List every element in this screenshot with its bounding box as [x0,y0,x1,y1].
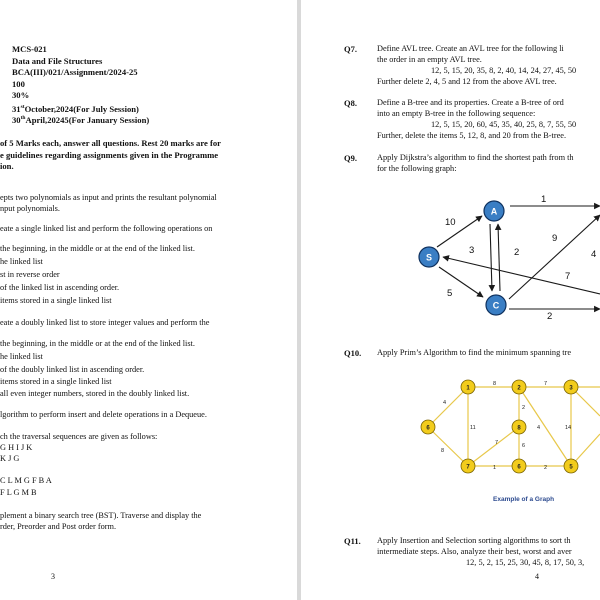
edge-label: 9 [552,233,558,244]
question-text: st in reverse order [0,270,60,279]
node-a [484,201,504,221]
traversal-sequence: G H I J K [0,443,33,452]
question-text: lgorithm to perform insert and delete operations in a Dequeue. [0,410,207,419]
node-label: 5 [569,464,573,471]
question-text: ch the traversal sequences are given as follows: [0,432,158,441]
q9-text: for the following graph: [377,164,457,173]
question-text: items stored in a single linked list [0,377,112,386]
edge-s-a [437,216,482,247]
q8-text: Define a B-tree and its properties. Create a B-tree of ord [377,98,564,107]
edge-a-c [490,224,492,291]
edge-label: 5 [447,288,453,299]
q7-text: the order in an empty AVL tree. [377,55,482,64]
edge-c-right-up [509,215,600,299]
node-label: C [492,300,500,311]
instruction-line: ion. [0,161,14,171]
question-text: of the linked list in ascending order. [0,283,120,292]
q8-sequence: 12, 5, 15, 20, 60, 45, 35, 40, 25, 8, 7, 55, 50 [431,120,577,129]
question-text: items stored in a single linked list [0,296,112,305]
question-text: all even integer numbers, stored in the doubly linked list. [0,389,190,398]
left-page [0,0,297,600]
q7-text: Further delete 2, 4, 5 and 12 from the above AVL tree. [377,77,557,86]
node-label: 3 [569,385,573,392]
node-label: 8 [517,425,521,432]
q9-text: Apply Dijkstra’s algorithm to find the shortest path from th [377,153,574,162]
course-title: Data and File Structures [12,55,103,66]
edge-2-5 [519,387,571,466]
question-text: he linked list [0,352,43,361]
question-text: rder, Preorder and Post order form. [0,522,117,531]
q7-text: Define AVL tree. Create an AVL tree for the following li [377,44,564,53]
edge-label: 4 [537,425,541,431]
right-page [301,0,600,600]
edge-label: 8 [441,448,445,454]
prim-graph [411,372,600,484]
question-text: epts two polynomials as input and prints the resultant polynomial [0,193,217,202]
page-number: 4 [535,572,539,581]
question-text: nput polynomials. [0,203,60,213]
node-6-left [421,420,435,434]
traversal-sequence: C L M G F B A [0,476,52,485]
edge-label: 2 [547,311,553,322]
edge-label: 2 [514,247,520,258]
course-code: MCS-021 [12,44,47,54]
weightage: 30% [12,90,30,100]
node-label: 6 [426,425,430,432]
edge-6-7 [428,427,468,466]
graph-caption: Example of a Graph [493,496,555,503]
question-text: of the doubly linked list in ascending order. [0,364,145,374]
edge-label: 7 [544,381,548,387]
node-label: 7 [466,464,470,471]
assignment-code: BCA(III)/021/Assignment/2024-25 [12,67,138,77]
last-date-july: 31stOctober,2024(For July Session) [12,103,139,114]
question-text: eate a single linked list and perform the following operations on [0,223,213,233]
node-7 [461,459,475,473]
edge-right-s [443,257,600,294]
edge-label: 6 [522,443,526,449]
node-3 [564,380,578,394]
traversal-sequence: F L G M B [0,488,37,497]
node-label: S [425,252,433,263]
edge-label: 8 [493,381,497,387]
node-label: 6 [517,464,521,471]
q11-text: intermediate steps. Also, analyze their best, worst and aver [377,547,572,556]
edge-s-c [439,267,483,297]
traversal-sequence: K J G [0,454,20,463]
instruction-line: e guidelines regarding assignments given in the Programme [0,149,219,160]
q8-text: Further, delete the items 5, 12, 8, and 20 from the B-tree. [377,131,567,140]
edge-label: 2 [544,465,548,471]
edge-label: 7 [565,271,571,282]
maximum-marks: 100 [12,78,25,89]
node-2 [512,380,526,394]
node-5 [564,459,578,473]
edge-label: 1 [541,194,547,205]
node-label: 2 [517,385,521,392]
question-number-q8: Q8. [344,98,357,108]
edge-label: 3 [469,245,475,256]
edge-6-1 [428,387,468,427]
node-6-bottom [512,459,526,473]
dijkstra-graph [401,185,600,330]
edge-label: 14 [565,425,572,431]
question-number-q9: Q9. [344,153,357,163]
node-8 [512,420,526,434]
question-text: he linked list [0,257,43,266]
edge-label: 11 [470,425,476,431]
edge-8-7 [468,427,519,466]
q10-text: Apply Prim’s Algorithm to find the minimum spanning tre [377,348,572,357]
q11-sequence: 12, 5, 2, 15, 25, 30, 45, 8, 17, 50, 3, [466,558,585,567]
edge-c-a [498,224,500,291]
edge-label: 4 [443,400,447,406]
edge-label: 4 [591,249,597,260]
q8-text: into an empty B-tree in the following sequence: [377,109,536,118]
question-text: the beginning, in the middle or at the end of the linked list. [0,339,195,348]
question-text: eate a doubly linked list to store integer values and perform the [0,318,210,327]
edge-label: 7 [495,440,499,446]
question-number-q10: Q10. [344,348,362,358]
last-date-january: 30thApril,20245(For January Session) [12,114,150,125]
edge-label: 10 [445,217,456,228]
node-c [486,295,506,315]
edge-label: 2 [522,405,526,411]
question-text: the beginning, in the middle or at the end of the linked list. [0,244,195,253]
question-text: plement a binary search tree (BST). Traverse and display the [0,511,202,520]
node-s [419,247,439,267]
page-number: 3 [51,572,55,581]
node-label: 1 [466,385,470,392]
instruction-line: of 5 Marks each, answer all questions. Rest 20 marks are for [0,138,221,148]
node-1 [461,380,475,394]
edge-label: 1 [493,465,497,471]
question-number-q11: Q11. [344,536,361,546]
node-label: A [490,206,498,217]
question-number-q7: Q7. [344,44,357,54]
q7-sequence: 12, 5, 15, 20, 35, 8, 2, 40, 14, 24, 27, 45, 50 [431,66,577,75]
q11-text: Apply Insertion and Selection sorting algorithms to sort th [377,536,571,545]
